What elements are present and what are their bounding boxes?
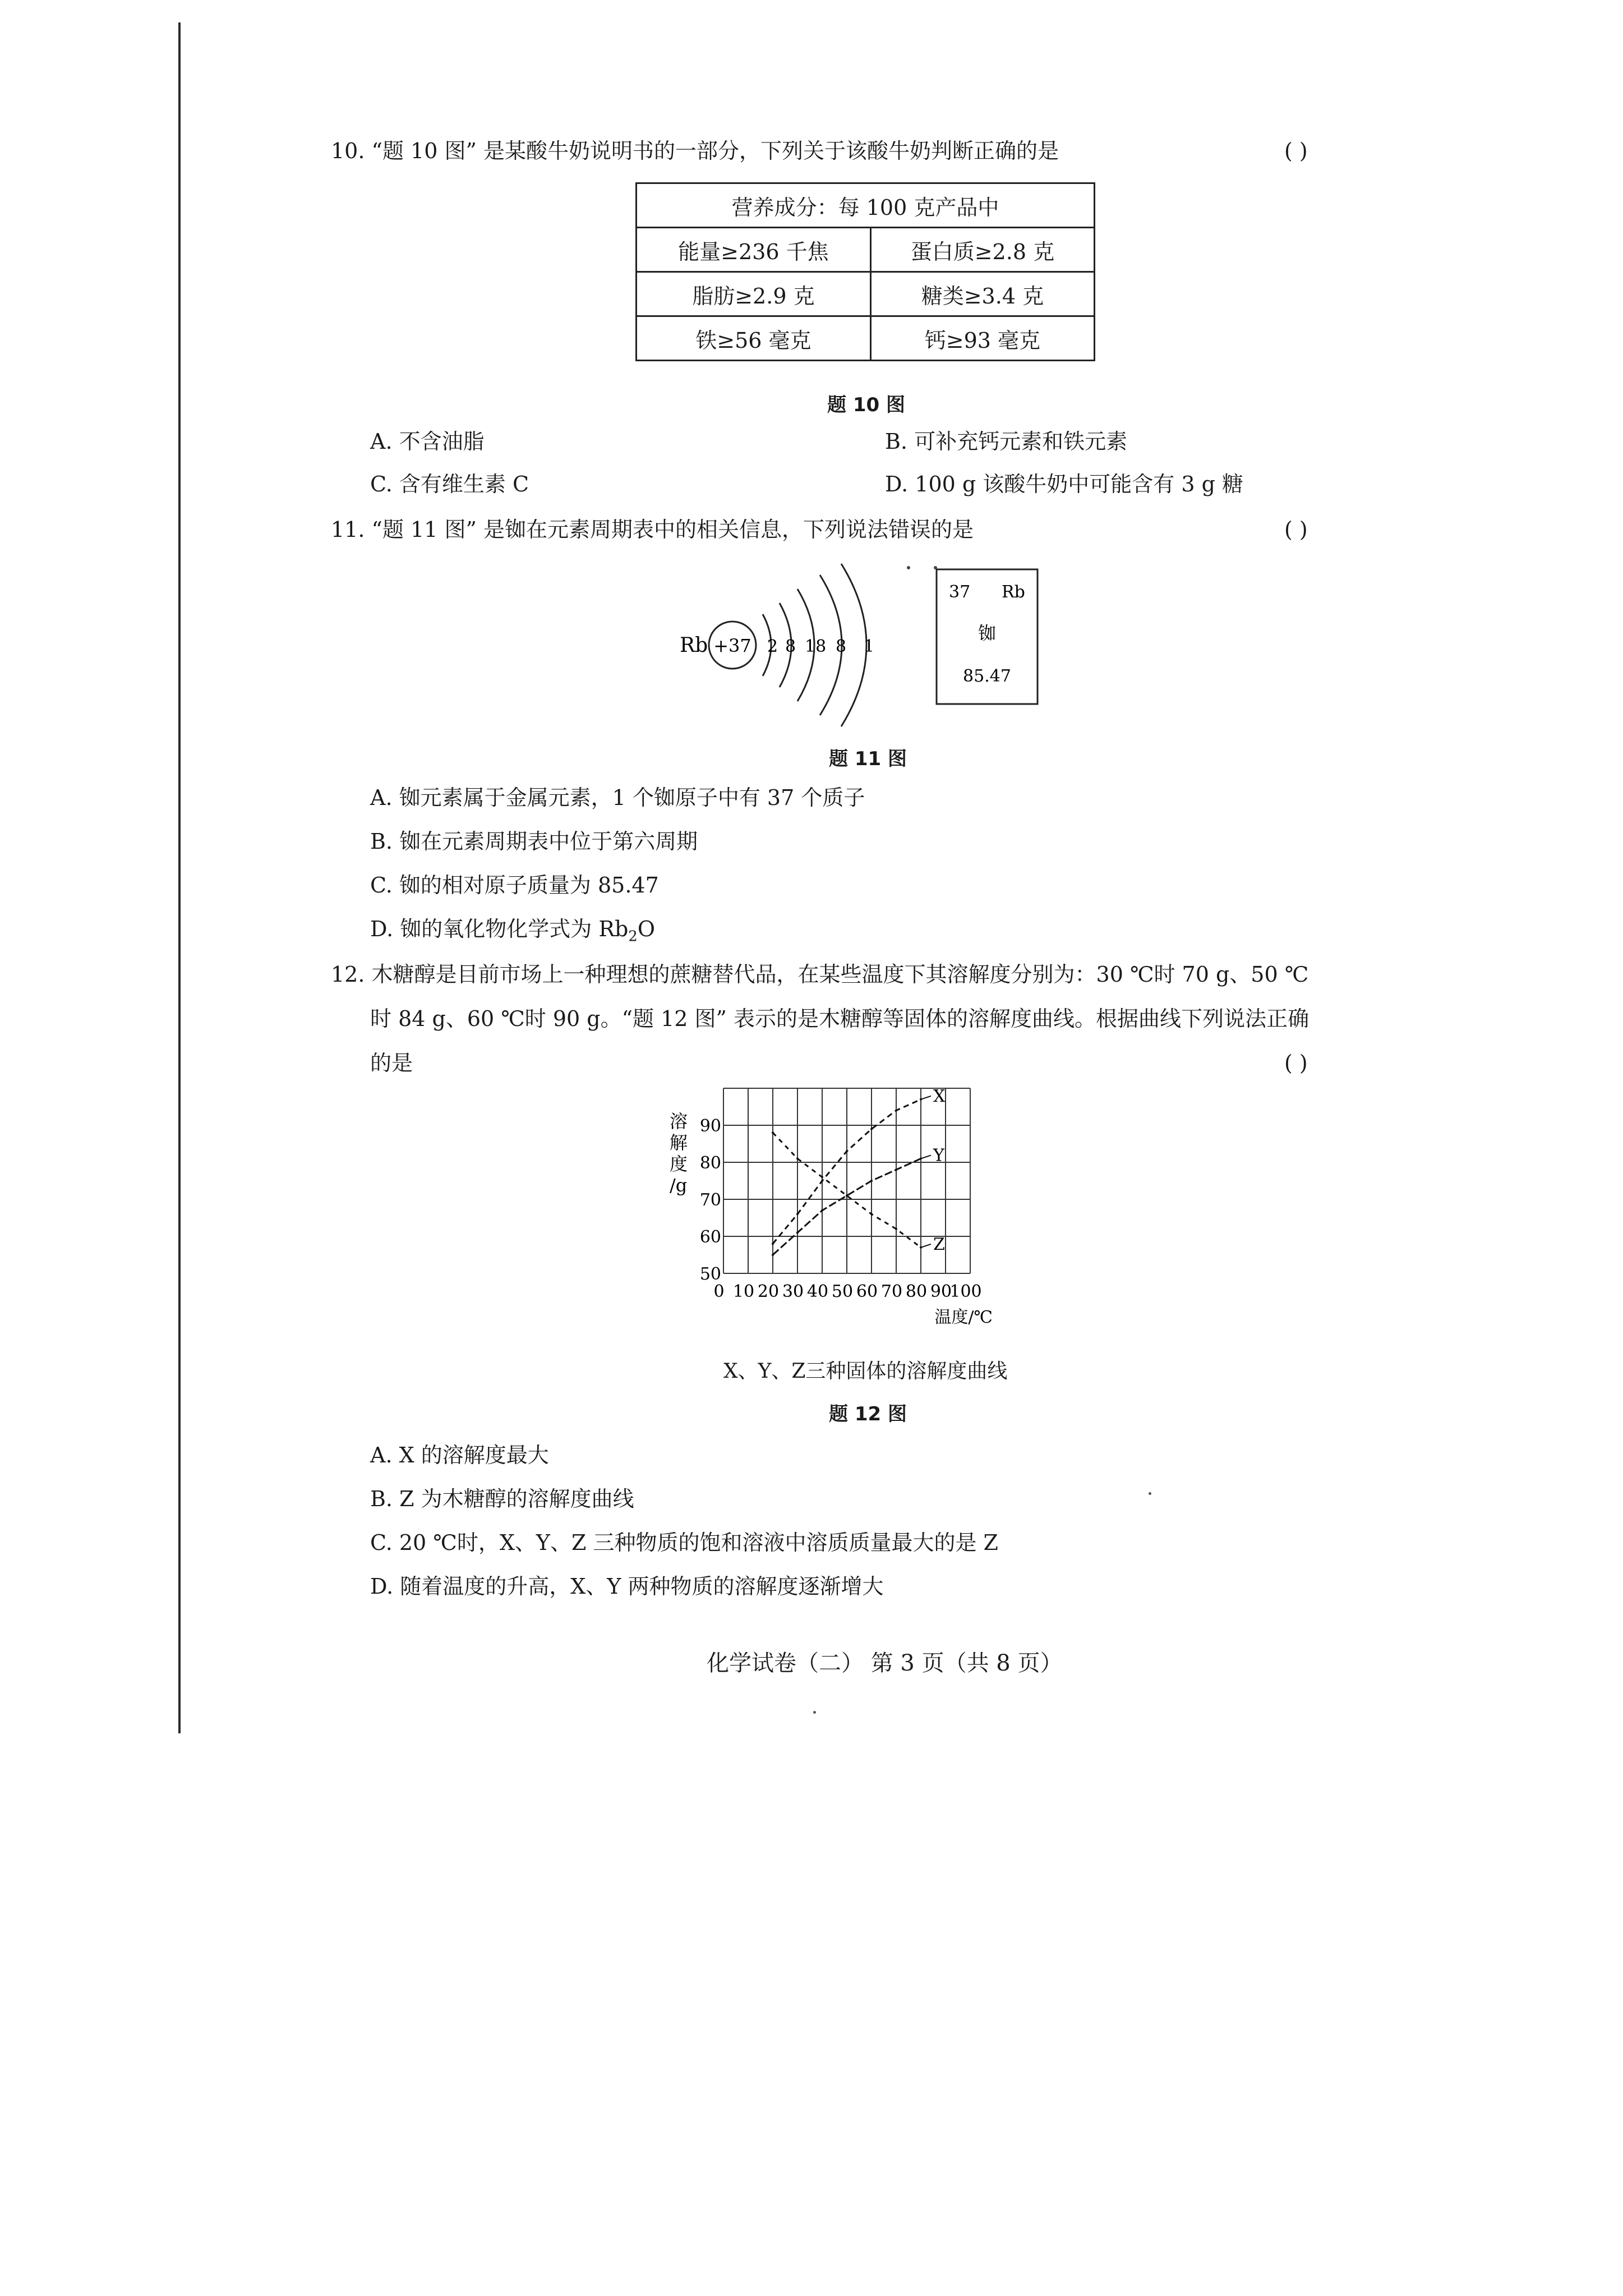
x-tick-label: 20 [757, 1282, 780, 1301]
q11-option-d-subscript: 2 [628, 928, 638, 945]
element-name: 铷 [978, 623, 997, 644]
x-tick-label: 50 [831, 1282, 854, 1301]
q10-stem: 10. “题 10 图” 是某酸牛奶说明书的一部分，下列关于该酸牛奶判断正确的是 [331, 139, 1059, 163]
scan-edge-line [178, 22, 181, 1733]
y-axis-label: 解 [670, 1132, 688, 1153]
x-tick-label: 100 [949, 1282, 982, 1301]
data-point [772, 1131, 774, 1134]
q11-option-d-suffix: O [637, 917, 655, 941]
q12-caption: 题 12 图 [829, 1403, 907, 1425]
data-point [772, 1254, 774, 1256]
data-point [870, 1213, 873, 1215]
data-point [821, 1209, 823, 1212]
q12-stem-line3: 的是 [370, 1051, 413, 1075]
chart-title: X、Y、Z三种固体的溶解度曲线 [723, 1360, 1008, 1383]
x-tick-label: 30 [782, 1282, 804, 1301]
data-point [870, 1128, 873, 1130]
data-point [846, 1150, 848, 1152]
solubility-curve-chart [662, 1080, 1066, 1349]
q11-option-a[interactable]: A. 铷元素属于金属元素，1 个铷原子中有 37 个质子 [370, 785, 865, 810]
y-axis-label: /g [670, 1175, 688, 1196]
table-cell: 脂肪≥2.9 克 [637, 272, 871, 316]
data-point [821, 1176, 823, 1178]
q11-caption: 题 11 图 [829, 748, 907, 770]
x-tick-label: 80 [905, 1282, 928, 1301]
q12-stem-line1: 12. 木糖醇是目前市场上一种理想的蔗糖替代品，在某些温度下其溶解度分别为：30 ℃时 70 g、50 ℃ [331, 962, 1309, 987]
series-label: X [933, 1086, 946, 1106]
x-tick-label: 70 [880, 1282, 903, 1301]
atom-symbol-label: Rb [680, 634, 708, 657]
q12-answer-paren[interactable]: ( ) [1284, 1051, 1308, 1075]
table-cell: 铁≥56 毫克 [637, 316, 871, 361]
y-axis-label: 溶 [670, 1111, 688, 1132]
data-point [796, 1231, 799, 1234]
q11-option-d-text: D. 铷的氧化物化学式为 Rb [370, 917, 629, 941]
nucleus-charge-label: +37 [713, 635, 751, 656]
table-cell: 能量≥236 千焦 [637, 228, 871, 272]
y-axis-label: 度 [670, 1153, 688, 1175]
element-symbol: Rb [1002, 582, 1025, 602]
q12-option-a[interactable]: A. X 的溶解度最大 [370, 1443, 549, 1467]
q12-option-b[interactable]: B. Z 为木糖醇的溶解度曲线 [370, 1487, 634, 1511]
q12-option-c[interactable]: C. 20 ℃时，X、Y、Z 三种物质的饱和溶液中溶质质量最大的是 Z [370, 1530, 998, 1555]
data-point [870, 1180, 873, 1182]
x-axis-label: 温度/℃ [934, 1308, 993, 1327]
shell-electron-count: 2 [767, 637, 778, 656]
y-tick-label: 80 [699, 1153, 721, 1173]
q11-answer-paren[interactable]: ( ) [1284, 517, 1308, 542]
x-tick-label: 10 [732, 1282, 755, 1301]
series-label-leader [921, 1096, 931, 1099]
x-tick-label: 90 [930, 1282, 952, 1301]
q11-option-b[interactable]: B. 铷在元素周期表中位于第六周期 [370, 829, 698, 854]
element-atomic-mass: 85.47 [963, 666, 1011, 686]
rubidium-atom-structure-diagram [673, 555, 1066, 735]
q11-stem: 11. “题 11 图” 是铷在元素周期表中的相关信息，下列说法错误的是 [331, 517, 974, 542]
series-label-leader [921, 1155, 931, 1158]
shell-electron-count: 8 [785, 637, 796, 656]
data-point [796, 1157, 799, 1159]
q10-option-b[interactable]: B. 可补充钙元素和铁元素 [885, 429, 1128, 454]
scan-speck [1149, 1492, 1151, 1495]
q12-stem-line2: 时 84 g、60 ℃时 90 g。“题 12 图” 表示的是木糖醇等固体的溶解度曲线。根据曲线下列说法正确 [370, 1006, 1310, 1031]
series-label: Z [933, 1234, 945, 1254]
q10-answer-paren[interactable]: ( ) [1284, 139, 1308, 163]
table-cell: 钙≥93 毫克 [870, 316, 1094, 361]
y-tick-label: 60 [699, 1227, 721, 1247]
q10-option-d[interactable]: D. 100 g 该酸牛奶中可能含有 3 g 糖 [885, 472, 1244, 496]
data-point [772, 1243, 774, 1245]
q12-option-d[interactable]: D. 随着温度的升高，X、Y 两种物质的溶解度逐渐增大 [370, 1574, 884, 1599]
q10-option-c[interactable]: C. 含有维生素 C [370, 472, 529, 496]
y-tick-label: 90 [699, 1116, 721, 1136]
x-tick-label: 40 [806, 1282, 829, 1301]
series-label: Y [933, 1145, 944, 1166]
x-tick-label: 0 [713, 1282, 725, 1301]
shell-electron-count: 8 [836, 637, 847, 656]
q10-option-a[interactable]: A. 不含油脂 [370, 429, 485, 454]
y-tick-label: 70 [699, 1190, 721, 1210]
table-cell: 蛋白质≥2.8 克 [870, 228, 1094, 272]
nutrition-table-header: 营养成分：每 100 克产品中 [637, 183, 1095, 228]
y-tick-label: 50 [699, 1264, 721, 1284]
data-point [895, 1110, 897, 1112]
element-atomic-number: 37 [949, 582, 971, 602]
scan-speck [813, 1711, 816, 1714]
x-tick-label: 60 [856, 1282, 878, 1301]
data-point [846, 1194, 848, 1197]
table-cell: 糖类≥3.4 克 [870, 272, 1094, 316]
page-footer: 化学试卷（二） 第 3 页（共 8 页） [707, 1650, 1063, 1676]
data-point [895, 1228, 897, 1230]
q11-option-d[interactable] [370, 918, 655, 944]
q11-option-c[interactable]: C. 铷的相对原子质量为 85.47 [370, 873, 659, 898]
q10-caption: 题 10 图 [827, 394, 905, 416]
data-point [821, 1180, 823, 1182]
series-label-leader [921, 1244, 931, 1248]
shell-electron-count: 1 [864, 637, 875, 656]
scan-speck [907, 566, 910, 569]
nutrition-table [635, 182, 1095, 361]
shell-electron-count: 18 [805, 637, 827, 656]
data-point [895, 1168, 897, 1171]
data-point [796, 1213, 799, 1215]
